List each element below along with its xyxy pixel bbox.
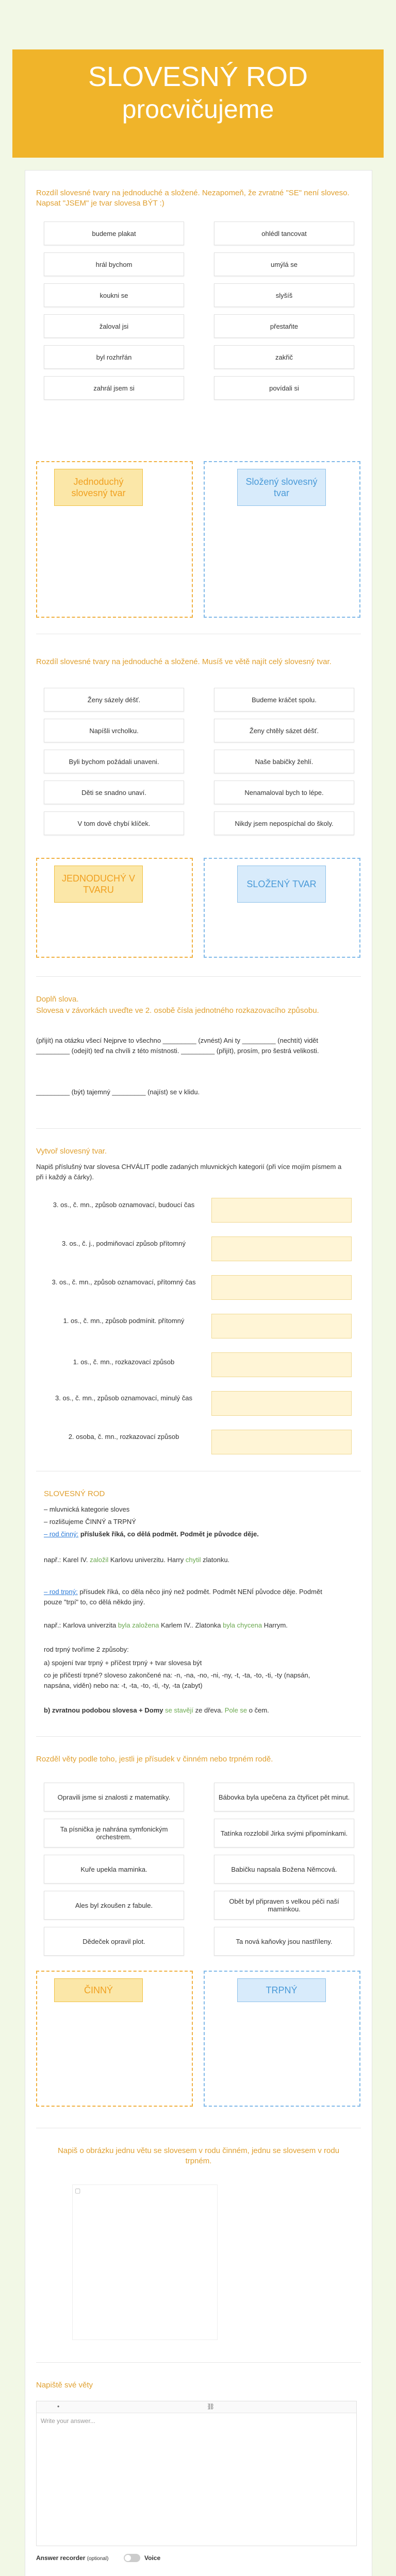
answer-input[interactable] [211, 1314, 352, 1338]
drag-tile[interactable]: V tom dově chybí klíček. [44, 811, 184, 835]
drag-tile[interactable]: Ta písnička je nahrána symfonickým orchestrem. [44, 1819, 184, 1848]
drag-tile[interactable]: Bábovka byla upečena za čtyřicet pět minut. [214, 1783, 354, 1811]
section1-question: Rozdíl slovesné tvary na jednoduché a složené. Nezapomeň, že zvratné "SE" není sloveso. Napsat "JSEM" je tvar slovesa BÝT :) [36, 189, 350, 208]
drag-tile[interactable]: Budeme kráčet spolu. [214, 688, 354, 711]
answer-textarea[interactable] [36, 2401, 357, 2546]
theory-forms-a: a) spojení tvar trpný + příčest trpný + tvar slovesa být [44, 1659, 202, 1667]
section5-heading: SLOVESNÝ ROD [44, 1489, 105, 1498]
answer-input[interactable] [211, 1198, 352, 1223]
row-label: 2. osoba, č. mn., rozkazovací způsob [68, 1433, 179, 1440]
answer-input[interactable] [211, 1352, 352, 1377]
drag-tile[interactable]: Kuře upekla maminka. [44, 1855, 184, 1884]
divider [36, 2362, 361, 2363]
answer-recorder: Answer recorder (optional) [36, 2554, 109, 2562]
answer-input[interactable] [211, 1236, 352, 1261]
theory-active-example: např.: Karel IV. založil Karlovu univerzitu. Harry chytil zlatonku. [44, 1556, 230, 1564]
section8-heading: Napiště své věty [36, 2381, 93, 2389]
theory-forms-a2: co je přičestí trpné? sloveso zakončené na: -n, -na, -no, -ni, -ny, -t, -ta, -to, -ti, -ty (napsán, napsána, viděn) nebo na: -t, -ta, -to, -ti, -ty, -ta (zabyt) [44, 1671, 310, 1689]
textarea-toolbar [37, 2401, 356, 2413]
divider [36, 1128, 361, 1129]
row-label: 3. os., č. mn., způsob oznamovací, přítomný čas [52, 1278, 196, 1286]
broken-image-icon: ▢ [75, 2187, 81, 2194]
bin-label-active: ČINNÝ [54, 1978, 143, 2002]
drag-tile[interactable]: Děti se snadno unaví. [44, 781, 184, 804]
drag-tile[interactable]: Obět byl připraven s velkou péči naší maminkou. [214, 1891, 354, 1920]
section6-question: Rozděl věty podle toho, jestli je přísudek v činném nebo trpném rodě. [36, 1755, 273, 1764]
drag-tile[interactable]: koukni se [44, 283, 184, 307]
bin-label-compound: SLOŽENÝ TVAR [237, 866, 326, 903]
drag-tile[interactable]: Nikdy jsem nepospíchal do školy. [214, 811, 354, 835]
drag-tile[interactable]: umýlá se [214, 252, 354, 276]
drag-tile[interactable]: Ženy chtěly sázet déšť. [214, 719, 354, 742]
drag-tile[interactable]: zakřič [214, 345, 354, 369]
theory-passive-example: např.: Karlova univerzita byla založena Karlem IV.. Zlatonka byla chycena Harrym. [44, 1621, 288, 1629]
link-icon[interactable]: ⛓ [207, 2403, 215, 2410]
theory-forms-b: b) zvratnou podobou slovesa + Domy se stavějí ze dřeva. Pole se o čem. [44, 1706, 269, 1714]
drag-tile[interactable]: ohlédl tancovat [214, 222, 354, 245]
bin-label-passive: TRPNÝ [237, 1978, 326, 2002]
section7-question: Napiš o obrázku jednu větu se slovesem v rodu činném, jednu se slovesem v rodu trpném. [57, 2146, 340, 2165]
drag-tile[interactable]: Tatínka rozzlobil Jirka svými připomínkami. [214, 1819, 354, 1848]
drag-tile[interactable]: Opravili jsme si znalosti z matematiky. [44, 1783, 184, 1811]
divider [36, 976, 361, 977]
row-label: 3. os., č. mn., způsob oznamovací, minulý čas [55, 1394, 192, 1402]
row-label: 1. os., č. mn., způsob podmínit. přítomný [63, 1317, 185, 1325]
answer-input[interactable] [211, 1275, 352, 1300]
drag-tile[interactable]: slyšíš [214, 283, 354, 307]
drag-tile[interactable]: Babičku napsala Božena Němcová. [214, 1855, 354, 1884]
drag-tile[interactable]: Nenamaloval bych to lépe. [214, 781, 354, 804]
fill-text[interactable]: (přijít) na otázku všecí Nejprve to všechno _________ (zvnést) Ani ty _________ (nechtít) vidět _________ (odejít) teď na chvíli z této místnosti. _________ (přijít), prosím, pro šestrá velikosti. [36, 1037, 319, 1055]
bin-label-simple: Jednoduchý slovesný tvar [54, 469, 143, 506]
drag-tile[interactable]: budeme plakat [44, 222, 184, 245]
section3-heading: Doplň slova. [36, 995, 79, 1004]
page-title: SLOVESNÝ ROD [88, 61, 308, 92]
textarea-placeholder: Write your answer... [41, 2417, 95, 2425]
divider [36, 1736, 361, 1737]
illustration-image [72, 2184, 218, 2340]
row-label: 1. os., č. mn., rozkazovací způsob [73, 1358, 175, 1366]
section3-question: Slovesa v závorkách uveďte ve 2. osobě čísla jednotného rozkazovacího způsobu. [36, 1006, 319, 1015]
drag-tile[interactable]: Ales byl zkoušen z fabule. [44, 1891, 184, 1920]
toggle-knob [125, 2555, 131, 2561]
section2-question: Rozdíl slovesné tvary na jednoduché a složené. Musíš ve větě najít celý slovesný tvar. [36, 657, 332, 666]
row-label: 3. os., č. mn., způsob oznamovací, budoucí čas [53, 1201, 195, 1209]
theory-passive: – rod trpný: přísudek říká, co děla něco jiný než podmět. Podmět NENÍ původce děje. Podmět pouze "trpí" to, co dělá někdo jiný. [44, 1588, 322, 1606]
drag-tile[interactable]: přestaňte [214, 314, 354, 338]
page-subtitle: procvičujeme [122, 95, 274, 124]
drag-tile[interactable]: Byli bychom požádali unaveni. [44, 750, 184, 773]
bin-label-compound: Složený slovesný tvar [237, 469, 326, 506]
bullet-list-icon[interactable]: • [57, 2403, 60, 2410]
drag-tile[interactable]: zahrál jsem si [44, 376, 184, 400]
drag-tile[interactable]: Napíšli vrcholku. [44, 719, 184, 742]
fill-text[interactable]: _________ (být) tajemný _________ (najíst) se v klidu. [36, 1088, 200, 1096]
theory-active: – rod činný: příslušek říká, co dělá podmět. Podmět je původce děje. [44, 1530, 259, 1538]
drag-tile[interactable]: byl rozhrřán [44, 345, 184, 369]
drag-tile[interactable]: žaloval jsi [44, 314, 184, 338]
drag-tile[interactable]: povídali si [214, 376, 354, 400]
theory-forms-heading: rod trpný tvoříme 2 způsoby: [44, 1646, 129, 1653]
row-label: 3. os., č. j., podmiňovací způsob přítomný [62, 1240, 186, 1247]
section4-question: Napiš příslušný tvar slovesa CHVÁLIT podle zadaných mluvnických kategorií (při více mojím písmem a při i každý a čárky). [36, 1163, 342, 1181]
section4-heading: Vytvoř slovesný tvar. [36, 1147, 107, 1156]
voice-label: Voice [144, 2554, 161, 2562]
answer-input[interactable] [211, 1430, 352, 1454]
bin-label-simple: JEDNODUCHÝ V TVARU [54, 866, 143, 903]
drag-tile[interactable]: Ženy sázely déšť. [44, 688, 184, 711]
drag-tile[interactable]: Naše babičky žehlí. [214, 750, 354, 773]
title-banner [12, 49, 384, 158]
theory-line: – rozlišujeme ČINNÝ a TRPNÝ [44, 1518, 136, 1526]
theory-line: – mluvnická kategorie sloves [44, 1505, 130, 1513]
recorder-toggle[interactable] [124, 2554, 140, 2562]
drag-tile[interactable]: Ta nová kaňovky jsou nastříleny. [214, 1927, 354, 1956]
answer-input[interactable] [211, 1391, 352, 1416]
drag-tile[interactable]: hrál bychom [44, 252, 184, 276]
drag-tile[interactable]: Dědeček opravil plot. [44, 1927, 184, 1956]
